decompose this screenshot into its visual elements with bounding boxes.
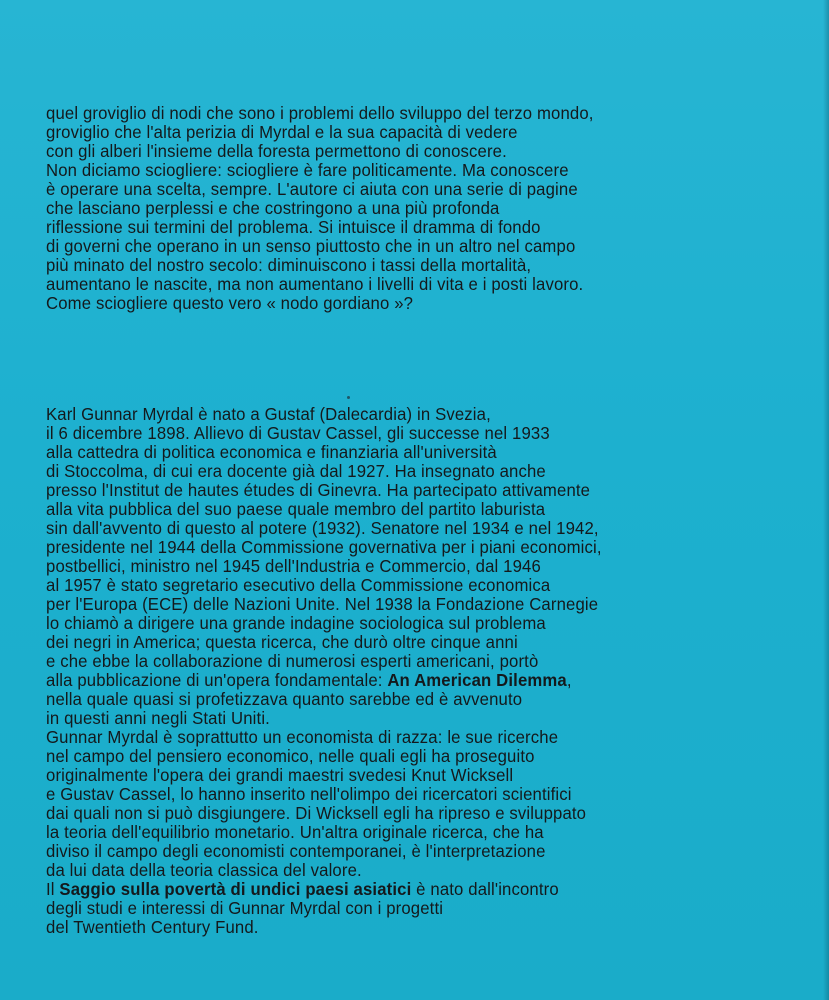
text-line: di governi che operano in un senso piuttosto che in un altro nel campo (46, 236, 576, 256)
text-line: originalmente l'opera dei grandi maestri svedesi Knut Wicksell (46, 765, 514, 785)
text-line: presso l'Institut de hautes études di Ginevra. Ha partecipato attivamente (46, 480, 591, 500)
text-line: da lui data della teoria classica del valore. (46, 860, 362, 880)
text-line: presidente nel 1944 della Commissione governativa per i piani economici, (46, 537, 602, 557)
text-line: Karl Gunnar Myrdal è nato a Gustaf (Dalecardia) in Svezia, (46, 404, 491, 424)
text-line: per l'Europa (ECE) delle Nazioni Unite. Nel 1938 la Fondazione Carnegie (46, 594, 599, 614)
text-line: Come sciogliere questo vero « nodo gordiano »? (46, 293, 414, 313)
text-line: nella quale quasi si profetizzava quanto sarebbe ed è avvenuto (46, 689, 523, 709)
text-line: Non diciamo sciogliere: sciogliere è fare politicamente. Ma conoscere (46, 160, 569, 180)
line-prefix: Il (46, 879, 60, 899)
text-line (46, 671, 787, 690)
line-prefix: alla pubblicazione di un'opera fondamentale: (46, 670, 388, 690)
text-line: e che ebbe la collaborazione di numerosi esperti americani, portò (46, 651, 539, 671)
text-line: aumentano le nascite, ma non aumentano i livelli di vita e i posti lavoro. (46, 274, 584, 294)
book-title-american-dilemma: An American Dilemma (387, 670, 567, 690)
text-line: in questi anni negli Stati Uniti. (46, 708, 270, 728)
text-line: riflessione sui termini del problema. Si intuisce il dramma di fondo (46, 217, 541, 237)
text-line: che lasciano perplessi e che costringono a una più profonda (46, 198, 500, 218)
text-line: è operare una scelta, sempre. L'autore ci aiuta con una serie di pagine (46, 179, 578, 199)
text-line: al 1957 è stato segretario esecutivo della Commissione economica (46, 575, 551, 595)
text-line: e Gustav Cassel, lo hanno inserito nell'olimpo dei ricercatori scientifici (46, 784, 572, 804)
text-line: la teoria dell'equilibrio monetario. Un'altra originale ricerca, che ha (46, 822, 544, 842)
text-line: diviso il campo degli economisti contemporanei, è l'interpretazione (46, 841, 546, 861)
blurb-paragraph (46, 104, 826, 313)
author-biography (46, 405, 826, 937)
text-line: degli studi e interessi di Gunnar Myrdal con i progetti (46, 898, 444, 918)
text-line: quel groviglio di nodi che sono i problemi dello sviluppo del terzo mondo, (46, 103, 594, 123)
text-line (46, 880, 787, 899)
text-line: sin dall'avvento di questo al potere (1932). Senatore nel 1934 e nel 1942, (46, 518, 599, 538)
cover-edge-shadow (823, 0, 829, 1000)
text-line: alla vita pubblica del suo paese quale membro del partito laburista (46, 499, 546, 519)
print-speck (347, 396, 350, 399)
text-line: dei negri in America; questa ricerca, che durò oltre cinque anni (46, 632, 518, 652)
text-line: più minato del nostro secolo: diminuiscono i tassi della mortalità, (46, 255, 532, 275)
text-line: postbellici, ministro nel 1945 dell'Industria e Commercio, dal 1946 (46, 556, 541, 576)
book-title-saggio: Saggio sulla povertà di undici paesi asiatici (59, 879, 412, 899)
text-line: groviglio che l'alta perizia di Myrdal e la sua capacità di vedere (46, 122, 518, 142)
text-line: alla cattedra di politica economica e finanziaria all'università (46, 442, 497, 462)
text-line: dai quali non si può disgiungere. Di Wicksell egli ha ripreso e sviluppato (46, 803, 587, 823)
line-suffix: è nato dall'incontro (411, 879, 559, 899)
text-line: il 6 dicembre 1898. Allievo di Gustav Cassel, gli successe nel 1933 (46, 423, 550, 443)
text-line: di Stoccolma, di cui era docente già dal 1927. Ha insegnato anche (46, 461, 546, 481)
line-suffix: , (566, 670, 572, 690)
text-line: con gli alberi l'insieme della foresta permettono di conoscere. (46, 141, 507, 161)
text-line: lo chiamò a dirigere una grande indagine sociologica sul problema (46, 613, 546, 633)
text-line: nel campo del pensiero economico, nelle quali egli ha proseguito (46, 746, 535, 766)
text-line: del Twentieth Century Fund. (46, 917, 259, 937)
text-line: Gunnar Myrdal è soprattutto un economista di razza: le sue ricerche (46, 727, 559, 747)
